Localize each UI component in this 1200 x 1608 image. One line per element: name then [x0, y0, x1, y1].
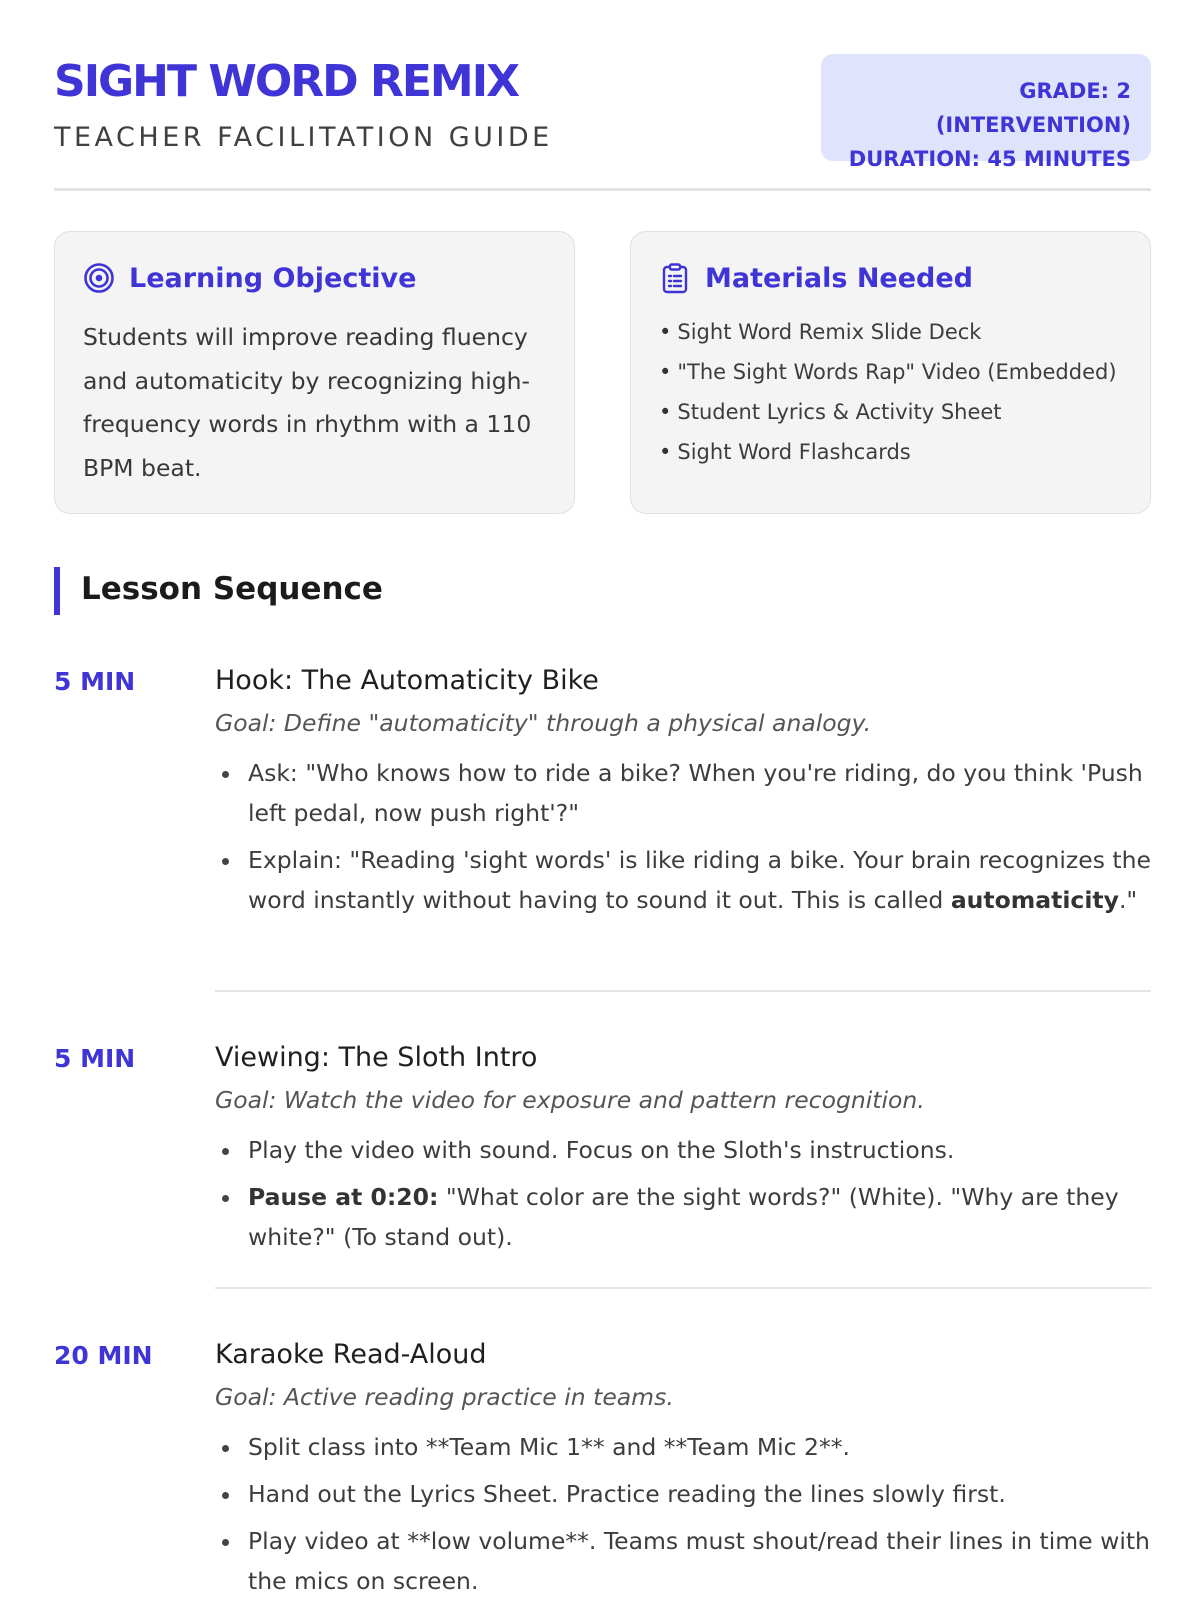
step-divider — [215, 990, 1151, 992]
grade-duration-badge — [821, 54, 1151, 171]
step-body — [215, 661, 1151, 927]
step-duration: 5 MIN — [54, 1044, 136, 1073]
step-goal: Goal: Active reading practice in teams. — [215, 1383, 674, 1411]
materials-header — [659, 260, 1122, 296]
step-bullet — [215, 840, 1151, 920]
materials-item: • "The Sight Words Rap" Video (Embedded) — [659, 352, 1122, 392]
step-body — [215, 1335, 1151, 1608]
bullet-bold-text: Pause at 0:20: — [248, 1183, 439, 1211]
clipboard-icon — [659, 262, 691, 294]
step-title: Hook: The Automaticity Bike — [215, 665, 599, 696]
step-title: Karaoke Read-Aloud — [215, 1339, 487, 1370]
step-bullet: Play the video with sound. Focus on the Sloth's instructions. — [215, 1130, 1151, 1170]
materials-item: • Sight Word Flashcards — [659, 432, 1122, 472]
learning-objective-card — [54, 231, 575, 514]
bullet-text: Explain: "Reading 'sight words' is like riding a bike. Your brain recognizes the word instantly without having to sound it out. This is called — [248, 846, 1151, 914]
materials-list — [659, 312, 1122, 472]
step-goal: Goal: Watch the video for exposure and pattern recognition. — [215, 1086, 925, 1114]
step-goal: Goal: Define "automaticity" through a physical analogy. — [215, 709, 872, 737]
page-title: SIGHT WORD REMIX — [54, 56, 519, 107]
step-bullet-list — [215, 753, 1151, 920]
step-body — [215, 1038, 1151, 1264]
materials-item: • Student Lyrics & Activity Sheet — [659, 392, 1122, 432]
learning-objective-text: Students will improve reading fluency and automaticity by recognizing high-frequency words in rhythm with a 110 BPM beat. — [83, 323, 532, 482]
grade-label: GRADE: 2 (INTERVENTION) — [935, 79, 1131, 137]
materials-item: • Sight Word Remix Slide Deck — [659, 312, 1122, 352]
learning-objective-title: Learning Objective — [129, 262, 417, 294]
target-icon — [83, 262, 115, 294]
materials-card — [630, 231, 1151, 514]
bullet-text: ." — [1118, 886, 1138, 914]
step-bullet-list — [215, 1427, 1151, 1601]
step-bullet: Play video at **low volume**. Teams must shout/read their lines in time with the mics on screen. — [215, 1521, 1151, 1601]
duration-label: DURATION: 45 MINUTES — [848, 147, 1131, 171]
step-bullet: Hand out the Lyrics Sheet. Practice reading the lines slowly first. — [215, 1474, 1151, 1514]
step-bullet-list — [215, 1130, 1151, 1257]
header-divider — [54, 188, 1151, 191]
bullet-bold-text: automaticity — [950, 886, 1119, 914]
learning-objective-header — [83, 260, 546, 296]
lesson-sequence-heading: Lesson Sequence — [81, 571, 383, 607]
step-bullet — [215, 1177, 1151, 1257]
step-title: Viewing: The Sloth Intro — [215, 1042, 538, 1073]
step-duration: 5 MIN — [54, 667, 136, 696]
bullet-text: "What color are the sight words?" (White). "Why are they white?" (To stand out). — [248, 1183, 1119, 1251]
page-subtitle: TEACHER FACILITATION GUIDE — [54, 122, 553, 153]
section-accent-bar — [54, 567, 60, 615]
step-bullet: Split class into **Team Mic 1** and **Team Mic 2**. — [215, 1427, 1151, 1467]
step-duration: 20 MIN — [54, 1341, 153, 1370]
step-divider — [215, 1287, 1151, 1289]
step-bullet: Ask: "Who knows how to ride a bike? When you're riding, do you think 'Push left pedal, now push right'?" — [215, 753, 1151, 833]
materials-title: Materials Needed — [705, 262, 974, 294]
